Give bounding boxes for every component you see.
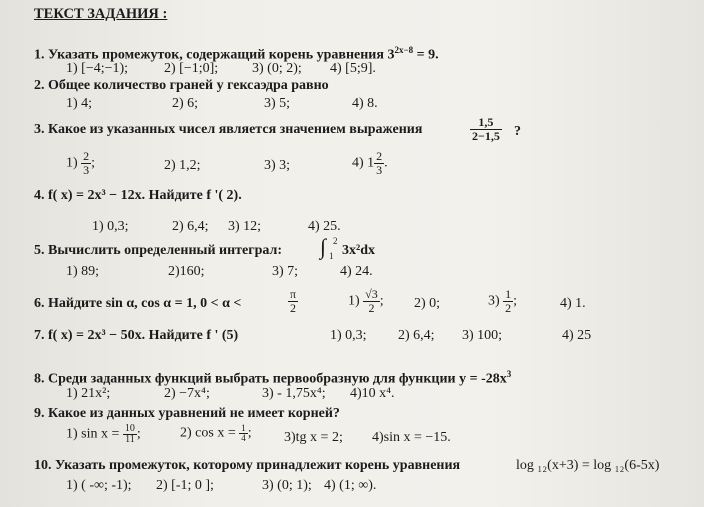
q1-option-1[interactable]: 1) [−4;−1); — [66, 61, 129, 76]
q9-option-1-den: 11 — [125, 434, 135, 445]
q9-option-1-num: 10 — [124, 423, 135, 434]
q9-option-4[interactable]: 4)sin x = −15. — [372, 430, 451, 445]
q8-option-2[interactable]: 2) −7x⁴; — [164, 386, 210, 401]
q4-option-2[interactable]: 2) 6,4; — [172, 219, 209, 234]
q5-option-1[interactable]: 1) 89; — [66, 264, 100, 279]
question-8-text: 8. Среди заданных функций выбрать первообразную для функции y = -28x — [34, 371, 507, 387]
q4-option-1[interactable]: 1) 0,3; — [92, 219, 129, 234]
q9-option-1-prefix: 1) sin x = — [66, 426, 120, 442]
q6-option-1-num: √3 — [365, 287, 378, 301]
question-3-fraction — [470, 116, 502, 143]
q7-option-1[interactable]: 1) 0,3; — [330, 328, 367, 343]
q6-option-3[interactable] — [488, 288, 517, 315]
page-title: ТЕКСТ ЗАДАНИЯ : — [34, 6, 168, 22]
q1-option-2[interactable]: 2) [−1;0]; — [164, 61, 219, 76]
integral-lower-limit: 1 — [329, 251, 334, 261]
q7-option-2[interactable]: 2) 6,4; — [398, 328, 435, 343]
integrand: 3x²dx — [342, 243, 375, 258]
q1-option-4[interactable]: 4) [5;9]. — [330, 61, 376, 76]
question-3-text: 3. Какое из указанных чисел является значением выражения — [34, 122, 423, 137]
q8-option-1[interactable]: 1) 21x²; — [66, 386, 111, 401]
q6-option-1-prefix: 1) — [348, 293, 360, 309]
question-1-exponent: 2x−8 — [394, 45, 414, 55]
q10-option-2[interactable]: 2) [-1; 0 ]; — [156, 478, 214, 493]
q3-option-1-num: 2 — [83, 149, 90, 163]
q1-option-3[interactable]: 3) (0; 2); — [252, 61, 302, 76]
question-5-text: 5. Вычислить определенный интеграл: — [34, 243, 283, 258]
q9-option-3[interactable]: 3)tg x = 2; — [284, 430, 343, 445]
integral-sign: ∫ — [320, 234, 327, 259]
question-4: 4. f( x) = 2x³ − 12x. Найдите f '( 2). — [34, 188, 242, 203]
q6-option-3-suffix: ; — [513, 293, 518, 309]
q7-option-4[interactable]: 4) 25 — [562, 328, 592, 343]
q6-option-1-suffix: ; — [379, 293, 384, 309]
q3-option-1-suffix: ; — [91, 155, 96, 171]
q6-option-3-fraction — [503, 288, 513, 315]
q6-option-2[interactable]: 2) 0; — [414, 296, 441, 311]
question-1-tail: = 9. — [413, 47, 439, 63]
question-6-pi-fraction — [288, 288, 298, 315]
q9-option-1-fraction — [123, 424, 137, 445]
q3-option-4-num: 2 — [376, 149, 383, 163]
q6-option-4[interactable]: 4) 1. — [560, 296, 586, 311]
question-3-frac-num: 1,5 — [470, 116, 502, 130]
q9-option-2-prefix: 2) cos x = — [180, 425, 236, 441]
q8-option-4[interactable]: 4)10 x⁴. — [350, 386, 395, 401]
q7-option-3[interactable]: 3) 100; — [462, 328, 503, 343]
question-10-equation: log ₁₂(x+3) = log ₁₂(6-5x) — [516, 458, 660, 473]
q10-option-4[interactable]: 4) (1; ∞). — [324, 478, 377, 493]
q10-option-3[interactable]: 3) (0; 1); — [262, 478, 312, 493]
pi-num: π — [290, 287, 297, 301]
q4-option-3[interactable]: 3) 12; — [228, 219, 262, 234]
q2-option-3[interactable]: 3) 5; — [264, 96, 291, 111]
q3-option-4-fraction — [374, 150, 384, 177]
q3-option-2[interactable]: 2) 1,2; — [164, 158, 201, 173]
q8-option-3[interactable]: 3) - 1,75x⁴; — [262, 386, 326, 401]
q3-option-4-prefix: 4) 1 — [352, 155, 375, 171]
q6-option-3-prefix: 3) — [488, 293, 500, 309]
q2-option-4[interactable]: 4) 8. — [352, 96, 378, 111]
q10-option-1[interactable]: 1) ( -∞; -1); — [66, 478, 132, 493]
q9-option-2[interactable] — [180, 424, 252, 443]
question-3-qmark: ? — [514, 124, 521, 139]
question-8 — [34, 366, 511, 388]
q9-option-1[interactable] — [66, 424, 141, 445]
q6-option-1[interactable] — [348, 288, 384, 315]
q3-option-4-suffix: . — [384, 155, 388, 171]
q4-option-4[interactable]: 4) 25. — [308, 219, 341, 234]
q9-option-2-fraction — [239, 424, 248, 443]
q2-option-2[interactable]: 2) 6; — [172, 96, 199, 111]
question-5 — [34, 243, 282, 259]
question-7: 7. f( x) = 2x³ − 50x. Найдите f ' (5) — [34, 328, 239, 343]
q5-option-3[interactable]: 3) 7; — [272, 264, 299, 279]
question-3-frac-den: 2−1,5 — [472, 129, 500, 143]
q6-option-1-fraction — [363, 288, 380, 315]
q3-option-1-den: 3 — [83, 163, 90, 177]
q9-option-2-num: 1 — [241, 423, 246, 433]
q5-option-4[interactable]: 4) 24. — [340, 264, 373, 279]
q9-option-2-den: 4 — [241, 433, 246, 443]
question-8-exponent: 3 — [506, 369, 512, 379]
q3-option-1[interactable] — [66, 150, 95, 177]
q2-option-1[interactable]: 1) 4; — [66, 96, 93, 111]
q3-option-1-prefix: 1) — [66, 155, 78, 171]
q9-option-2-suffix: ; — [247, 425, 252, 441]
q3-option-3[interactable]: 3) 3; — [264, 158, 291, 173]
q6-option-1-den: 2 — [368, 301, 375, 315]
question-1-text: 1. Указать промежуток, содержащий корень уравнения 3 — [34, 47, 395, 63]
q6-option-3-den: 2 — [505, 301, 512, 315]
q3-option-4[interactable] — [352, 150, 388, 177]
q3-option-1-fraction — [81, 150, 91, 177]
question-3 — [34, 122, 422, 138]
question-6: 6. Найдите sin α, cos α = 1, 0 < α < — [34, 296, 242, 311]
q5-option-2[interactable]: 2)160; — [168, 264, 205, 279]
integral-upper-limit: 2 — [333, 236, 338, 246]
q9-option-1-suffix: ; — [136, 426, 141, 442]
q6-option-3-num: 1 — [505, 287, 512, 301]
question-10: 10. Указать промежуток, которому принадлежит корень уравнения — [34, 458, 461, 473]
question-9: 9. Какое из данных уравнений не имеет корней? — [34, 406, 340, 421]
question-2: 2. Общее количество граней у гексаэдра равно — [34, 78, 329, 93]
pi-den: 2 — [290, 301, 297, 315]
q3-option-4-den: 3 — [376, 163, 383, 177]
